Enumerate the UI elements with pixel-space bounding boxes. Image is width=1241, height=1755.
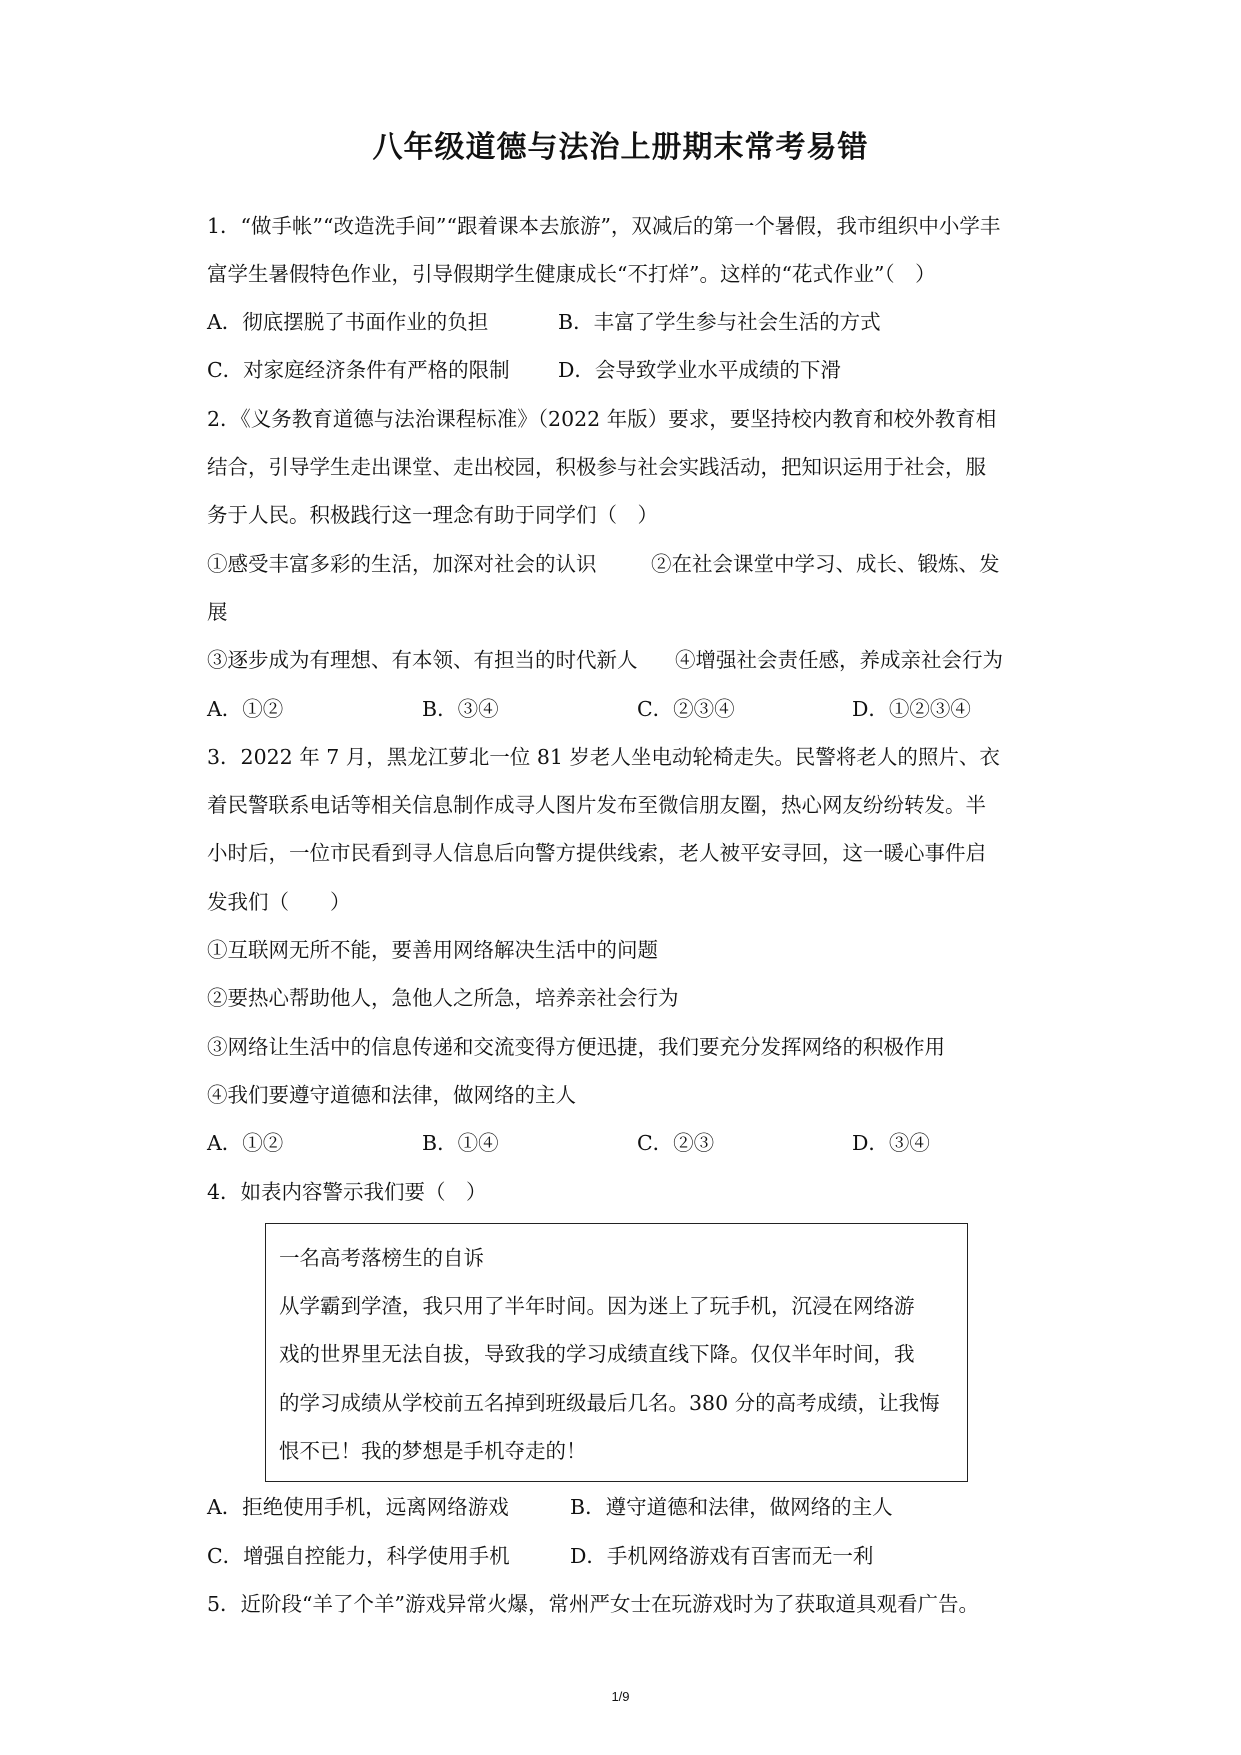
question-3-option-b: B．①④ — [422, 1131, 499, 1155]
question-3-statement-2: ②要热心帮助他人，急他人之所急，培养亲社会行为 — [207, 986, 679, 1010]
question-4-option-b: B．遵守道德和法律，做网络的主人 — [570, 1495, 893, 1519]
table-text: 从学霸到学渣，我只用了半年时间。因为迷上了玩手机，沉浸在网络游 — [279, 1294, 915, 1318]
table-heading: 一名高考落榜生的自诉 — [279, 1246, 484, 1270]
question-2-statement-3: ③逐步成为有理想、有本领、有担当的时代新人 — [207, 648, 638, 672]
question-2-statement-2: ②在社会课堂中学习、成长、锻炼、发 — [651, 552, 1000, 576]
question-4-text: 4．如表内容警示我们要（ ） — [207, 1180, 487, 1204]
question-4-option-c: C．增强自控能力，科学使用手机 — [207, 1544, 510, 1568]
question-2-statement-1: ①感受丰富多彩的生活，加深对社会的认识 — [207, 552, 597, 576]
question-2-statement-2-cont: 展 — [207, 600, 228, 624]
question-5-text: 5．近阶段“羊了个羊”游戏异常火爆，常州严女士在玩游戏时为了获取道具观看广告。 — [207, 1592, 980, 1616]
question-2-option-b: B．③④ — [422, 697, 499, 721]
question-4-table-box — [265, 1223, 968, 1482]
question-3-option-c: C．②③ — [637, 1131, 715, 1155]
question-4-option-a: A．拒绝使用手机，远离网络游戏 — [207, 1495, 509, 1519]
question-2-text: 结合，引导学生走出课堂、走出校园，积极参与社会实践活动，把知识运用于社会，服 — [207, 455, 986, 479]
question-1-option-d: D．会导致学业水平成绩的下滑 — [558, 358, 841, 382]
table-text: 戏的世界里无法自拔，导致我的学习成绩直线下降。仅仅半年时间，我 — [279, 1342, 915, 1366]
question-1-option-c: C．对家庭经济条件有严格的限制 — [207, 358, 510, 382]
question-1-option-b: B．丰富了学生参与社会生活的方式 — [558, 310, 881, 334]
question-3-option-a: A．①② — [207, 1131, 284, 1155]
question-3-text: 小时后，一位市民看到寻人信息后向警方提供线索，老人被平安寻回，这一暖心事件启 — [207, 841, 986, 865]
page-number: 1/9 — [611, 1689, 630, 1704]
question-2-option-d: D．①②③④ — [852, 697, 971, 721]
page-title: 八年级道德与法治上册期末常考易错 — [372, 130, 869, 165]
table-text: 的学习成绩从学校前五名掉到班级最后几名。380 分的高考成绩，让我悔 — [279, 1391, 940, 1415]
question-3-statement-4: ④我们要遵守道德和法律，做网络的主人 — [207, 1083, 576, 1107]
question-2-text: 务于人民。积极践行这一理念有助于同学们（ ） — [207, 503, 658, 527]
question-1-text: 富学生暑假特色作业，引导假期学生健康成长“不打烊”。这样的“花式作业”（ ） — [207, 262, 936, 286]
question-3-text: 发我们（ ） — [207, 890, 351, 914]
question-2-statement-4: ④增强社会责任感，养成亲社会行为 — [675, 648, 1003, 672]
question-2-option-a: A．①② — [207, 697, 284, 721]
question-2-option-c: C．②③④ — [637, 697, 735, 721]
question-1-option-a: A．彻底摆脱了书面作业的负担 — [207, 310, 489, 334]
question-3-statement-1: ①互联网无所不能，要善用网络解决生活中的问题 — [207, 938, 658, 962]
question-2-text: 2．《义务教育道德与法治课程标准》（2022 年版）要求，要坚持校内教育和校外教育相 — [207, 407, 997, 431]
question-3-text: 3．2022 年 7 月，黑龙江萝北一位 81 岁老人坐电动轮椅走失。民警将老人的照片、衣 — [207, 745, 1000, 769]
question-1-text: 1．“做手帐”“改造洗手间”“跟着课本去旅游”，双减后的第一个暑假，我市组织中小学丰 — [207, 214, 1001, 238]
question-3-statement-3: ③网络让生活中的信息传递和交流变得方便迅捷，我们要充分发挥网络的积极作用 — [207, 1035, 945, 1059]
question-3-option-d: D．③④ — [852, 1131, 930, 1155]
table-text: 恨不已！我的梦想是手机夺走的！ — [279, 1439, 587, 1463]
question-3-text: 着民警联系电话等相关信息制作成寻人图片发布至微信朋友圈，热心网友纷纷转发。半 — [207, 793, 986, 817]
question-4-option-d: D．手机网络游戏有百害而无一利 — [570, 1544, 874, 1568]
